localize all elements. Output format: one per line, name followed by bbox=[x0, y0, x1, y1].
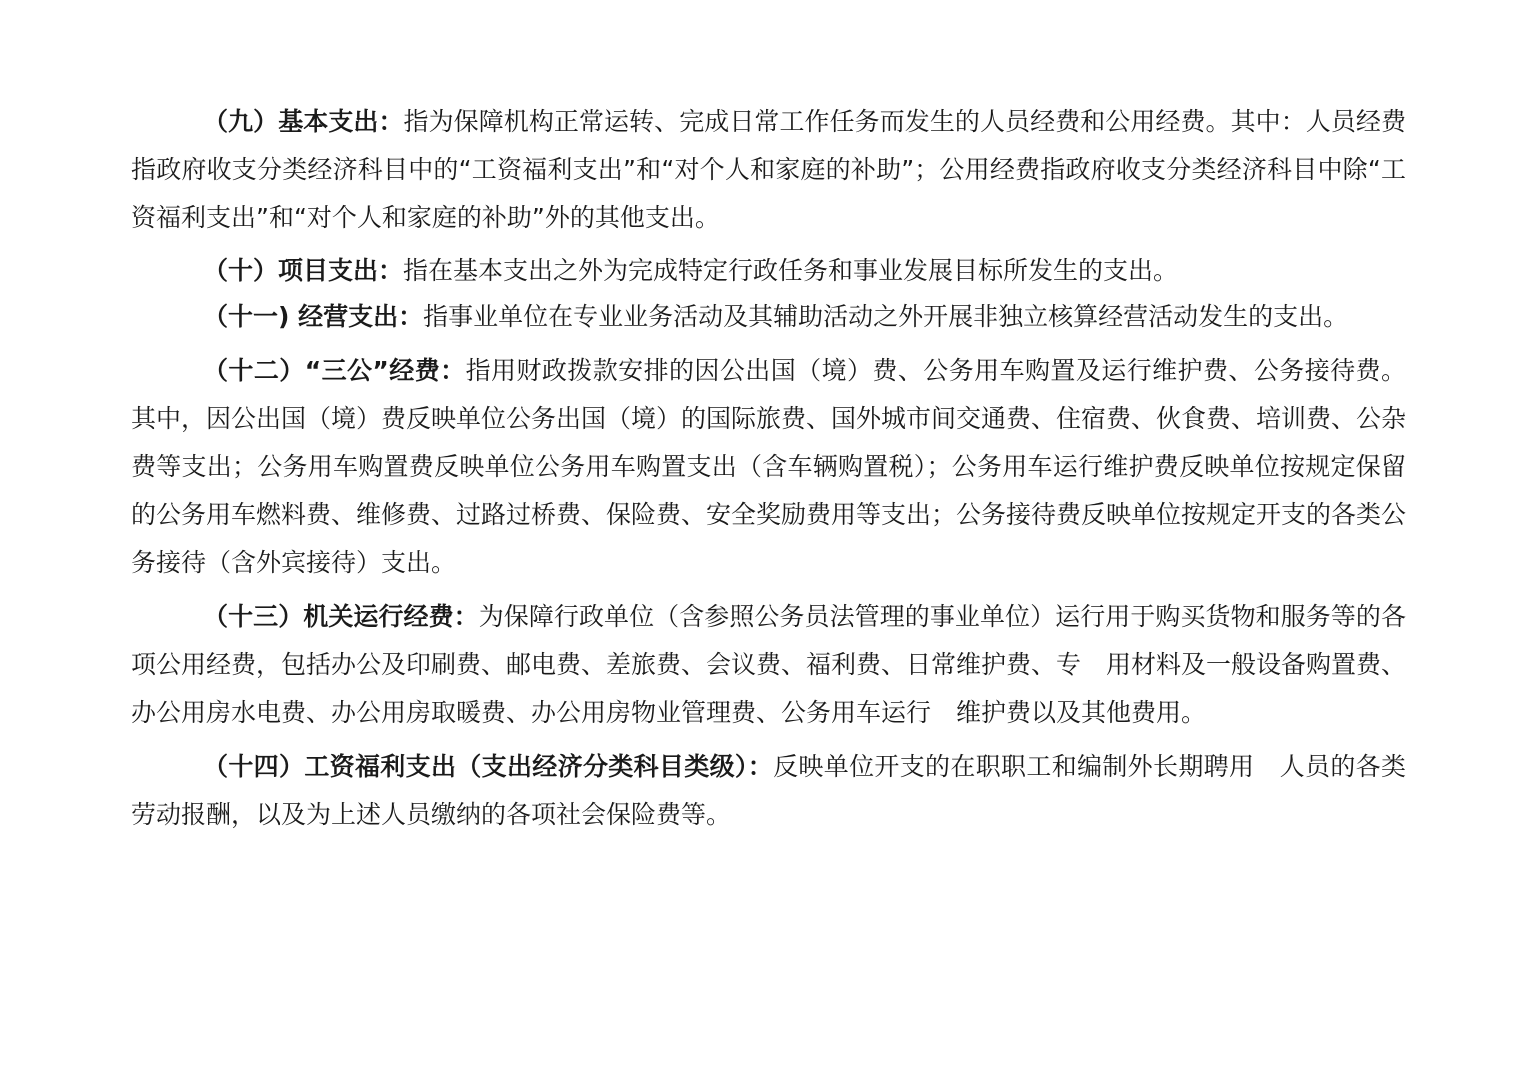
term-body: 反映单位开支的在职职工和编制外长期聘用 人员的各类劳动报酬，以及为上述人员缴纳的各项社会保险费等。 bbox=[131, 752, 1406, 829]
term-heading: （十二）“三公”经费： bbox=[203, 356, 466, 385]
term-body: 指为保障机构正常运转、完成日常工作任务而发生的人员经费和公用经费。其中：人员经费指政府收支分类经济科目中的“工资福利支出”和“对个人和家庭的补助”；公用经费指政府收支分类经济科目中除“工资福利支出”和“对个人和家庭的补助”外的其他支出。 bbox=[131, 107, 1406, 232]
term-heading: （十三）机关运行经费： bbox=[203, 602, 479, 631]
term-body: 指事业单位在专业业务活动及其辅助活动之外开展非独立核算经营活动发生的支出。 bbox=[423, 302, 1349, 331]
definition-three-public-expenses bbox=[131, 347, 1406, 587]
definition-wage-welfare-expenditure bbox=[131, 743, 1406, 839]
term-heading: （十）项目支出： bbox=[203, 256, 404, 285]
definition-basic-expenditure bbox=[131, 98, 1406, 242]
definition-operating-expenditure bbox=[131, 293, 1406, 341]
term-heading: （十四）工资福利支出（支出经济分类科目类级）： bbox=[203, 752, 774, 781]
definition-agency-operating-funds bbox=[131, 593, 1406, 737]
term-body: 指用财政拨款安排的因公出国（境）费、公务用车购置及运行维护费、公务接待费。其中，因公出国（境）费反映单位公务出国（境）的国际旅费、国外城市间交通费、住宿费、伙食费、培训费、公杂费等支出；公务用车购置费反映单位公务用车购置支出（含车辆购置税）；公务用车运行维护费反映单位按规定保留的公务用车燃料费、维修费、过路过桥费、保险费、安全奖励费用等支出；公务接待费反映单位按规定开支的各类公务接待（含外宾接待）支出。 bbox=[131, 356, 1407, 577]
term-body: 指在基本支出之外为完成特定行政任务和事业发展目标所发生的支出。 bbox=[403, 256, 1179, 285]
term-heading: （十一) 经营支出： bbox=[203, 302, 424, 331]
term-body: 为保障行政单位（含参照公务员法管理的事业单位）运行用于购买货物和服务等的各项公用经费，包括办公及印刷费、邮电费、差旅费、会议费、福利费、日常维护费、专 用材料及一般设备购置费、办公用房水电费、办公用房取暖费、办公用房物业管理费、公务用车运行 维护费以及其他费用。 bbox=[131, 602, 1407, 727]
document-page bbox=[131, 98, 1406, 839]
term-heading: （九）基本支出： bbox=[203, 107, 404, 136]
definition-project-expenditure bbox=[131, 248, 1406, 293]
